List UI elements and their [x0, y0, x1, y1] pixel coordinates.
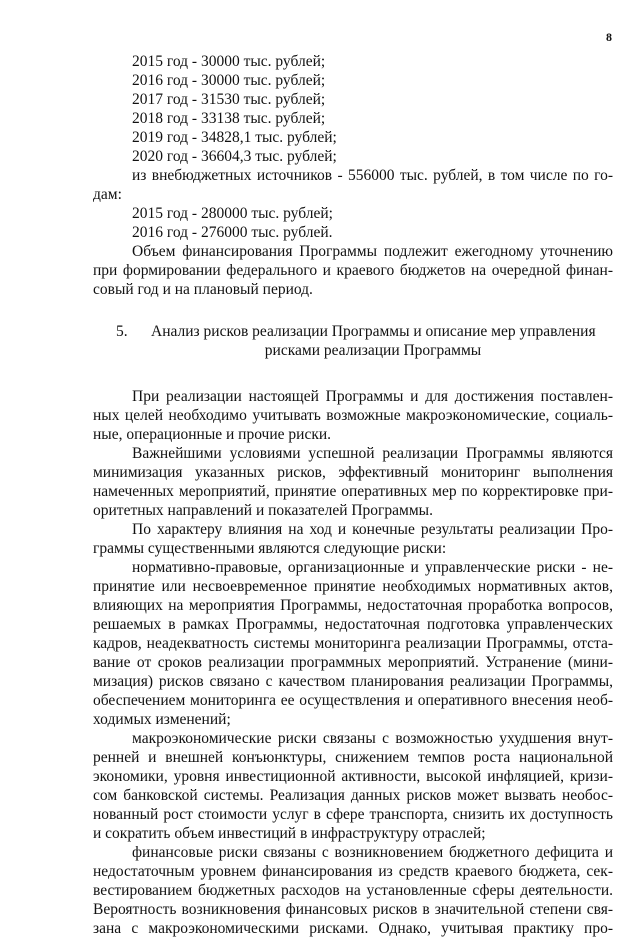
- offbudget-year: 2015 год - 280000 тыс. рублей;: [132, 205, 333, 222]
- text-line: нованный рост стоимости услуг в сфере транспорта, снизить их доступность: [93, 806, 613, 823]
- text-line: вестированием бюджетных расходов на установленные сферы деятельности.: [93, 882, 613, 899]
- funding-line: 2015 год - 30000 тыс. рублей;: [132, 53, 326, 70]
- text-line: мизация) рисков связано с качеством планирования реализации Программы,: [93, 673, 613, 690]
- offbudget-year: 2016 год - 276000 тыс. рублей.: [132, 224, 333, 241]
- text-line: зана с макроэкономическими рисками. Однако, учитывая практику про-: [93, 920, 613, 937]
- funding-line: 2016 год - 30000 тыс. рублей;: [132, 72, 326, 89]
- funding-line: 2017 год - 31530 тыс. рублей;: [132, 91, 326, 108]
- paragraph-macro-risks: [93, 729, 613, 843]
- section-number: 5.: [116, 323, 128, 340]
- text-line: решаемых в рамках Программы, недостаточная подготовка управленческих: [93, 616, 613, 633]
- text-line: ные, операционные и прочие риски.: [93, 426, 332, 443]
- offbudget-line: из внебюджетных источников - 556000 тыс. рублей, в том числе по го-: [132, 167, 613, 184]
- funding-line: 2020 год - 36604,3 тыс. рублей;: [132, 148, 337, 165]
- text-line: при формировании федерального и краевого бюджетов на очередной финан-: [93, 262, 613, 279]
- funding-line: 2019 год - 34828,1 тыс. рублей;: [132, 129, 337, 146]
- section-title-line1: Анализ рисков реализации Программы и описание мер управления: [151, 323, 596, 340]
- document-body: [93, 52, 613, 938]
- offbudget-line: дам:: [93, 186, 122, 203]
- text-line: Объем финансирования Программы подлежит ежегодному уточнению: [132, 243, 613, 260]
- text-line: недостаточным уровнем финансирования из средств краевого бюджета, сек-: [93, 863, 613, 880]
- text-line: совый год и на плановый период.: [93, 281, 313, 298]
- volume-paragraph: [93, 242, 613, 299]
- text-line: влияющих на мероприятия Программы, недостаточная проработка вопросов,: [93, 597, 613, 614]
- section-heading: [93, 322, 613, 360]
- text-line: принятие или несвоевременное принятие необходимых нормативных актов,: [93, 578, 613, 595]
- text-line: кадров, неадекватность системы мониторинга реализации Программы, отста-: [93, 635, 613, 652]
- text-line: оритетных направлений и показателей Программы.: [93, 502, 433, 519]
- offbudget-funding: [93, 166, 613, 242]
- text-line: Важнейшими условиями успешной реализации Программы являются: [132, 445, 613, 462]
- funding-line: 2018 год - 33138 тыс. рублей;: [132, 110, 326, 127]
- text-line: макроэкономические риски связаны с возможностью ухудшения внут-: [132, 730, 613, 747]
- paragraph-risk-types: [93, 520, 613, 558]
- text-line: При реализации настоящей Программы и для достижения поставлен-: [132, 388, 613, 405]
- text-line: ходимых изменений;: [93, 711, 231, 728]
- text-line: финансовые риски связаны с возникновением бюджетного дефицита и: [132, 844, 613, 861]
- paragraph-regulatory-risks: [93, 558, 613, 729]
- text-line: экономики, уровня инвестиционной активности, высокой инфляцией, кризи-: [93, 768, 613, 785]
- text-line: сом банковской системы. Реализация данных рисков может вызвать необос-: [93, 787, 613, 804]
- text-line: намеченных мероприятий, принятие оперативных мер по корректировке при-: [93, 483, 613, 500]
- paragraph-financial-risks: [93, 843, 613, 938]
- funding-by-year-list: [93, 52, 613, 166]
- section-title-line2: рисками реализации Программы: [264, 342, 482, 359]
- text-line: вание от сроков реализации программных мероприятий. Устранение (мини-: [93, 654, 613, 671]
- text-line: граммы существенными являются следующие риски:: [93, 540, 447, 557]
- paragraph-intro: [93, 387, 613, 444]
- text-line: нормативно-правовые, организационные и управленческие риски - не-: [132, 559, 613, 576]
- text-line: По характеру влияния на ход и конечные результаты реализации Про-: [132, 521, 613, 538]
- text-line: минимизация указанных рисков, эффективный мониторинг выполнения: [93, 464, 613, 481]
- page-number: 8: [606, 30, 612, 44]
- paragraph-conditions: [93, 444, 613, 520]
- text-line: и сократить объем инвестиций в инфраструктуру отраслей;: [93, 825, 486, 842]
- text-line: ренней и внешней конъюнктуры, снижением темпов роста национальной: [93, 749, 613, 766]
- text-line: ных целей необходимо учитывать возможные макроэкономические, социаль-: [93, 407, 613, 424]
- text-line: обеспечением мониторинга ее осуществления и оперативного внесения необ-: [93, 692, 613, 709]
- text-line: Вероятность возникновения финансовых рисков в значительной степени свя-: [93, 901, 613, 918]
